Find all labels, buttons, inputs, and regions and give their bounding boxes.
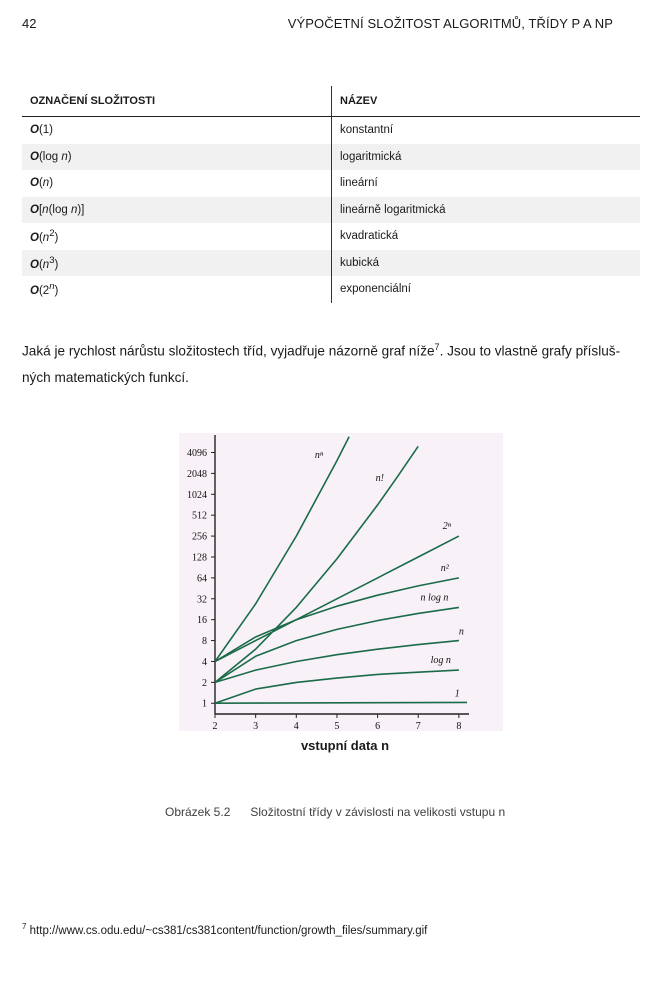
- x-tick-label: 3: [253, 721, 259, 731]
- notation-cell: O(2$^n$): [22, 276, 332, 303]
- column-header-name: NÁZEV: [332, 86, 641, 117]
- x-tick-label: 8: [456, 721, 462, 731]
- series-line-n²: [215, 578, 459, 662]
- name-cell: lineární: [340, 177, 378, 190]
- series-line-1: [215, 702, 467, 703]
- y-tick-label: 1024: [187, 489, 207, 501]
- figure-caption: [165, 805, 505, 819]
- table-row: [22, 276, 640, 303]
- notation-cell: O(log n): [22, 144, 332, 171]
- page-number: 42: [22, 16, 37, 31]
- table-row: [22, 197, 640, 224]
- x-tick-label: 6: [375, 721, 381, 731]
- name-cell: lineárně logaritmická: [332, 197, 641, 224]
- series-line-n: [215, 641, 459, 683]
- name-cell: logaritmická: [332, 144, 641, 171]
- y-tick-label: 2: [202, 677, 207, 689]
- paragraph-text: Jaká je rychlost nárůstu složitostech tříd, vyjadřuje názorně graf níže: [22, 343, 435, 359]
- notation-cell: O[n(log n)]: [22, 197, 332, 224]
- name-cell: kubická: [332, 250, 641, 277]
- column-header-notation: OZNAČENÍ SLOŽITOSTI: [22, 86, 332, 117]
- series-label: n²: [440, 562, 449, 574]
- y-tick-label: 8: [202, 636, 207, 648]
- table-header-row: [22, 86, 640, 117]
- y-tick-label: 128: [192, 552, 207, 564]
- body-paragraph: [22, 334, 642, 391]
- table-row: [22, 170, 640, 197]
- series-line-log-n: [215, 670, 459, 703]
- y-tick-label: 512: [192, 510, 207, 522]
- growth-chart-svg: [179, 433, 503, 731]
- complexity-table: [22, 86, 640, 303]
- series-label: 1: [454, 688, 460, 700]
- footnote: [22, 922, 427, 937]
- growth-chart: [179, 433, 503, 731]
- x-tick-label: 5: [334, 721, 340, 731]
- name-cell: konstantní: [340, 124, 394, 137]
- notation-cell: O(1): [22, 117, 332, 144]
- paragraph-text-continued: . Jsou to vlastně grafy přísluš-ných matematických funkcí.: [22, 343, 621, 385]
- name-cell: kvadratická: [340, 230, 399, 243]
- series-label: log n: [430, 655, 451, 667]
- x-tick-label: 7: [415, 721, 421, 731]
- footnote-url[interactable]: http://www.cs.odu.edu/~cs381/cs381content/function/growth_files/summary.gif: [29, 924, 428, 937]
- series-label: 2ⁿ: [442, 521, 451, 533]
- notation-cell: $O(n^2)$: [22, 223, 332, 250]
- table-row: [22, 250, 640, 277]
- series-line-n!: [215, 446, 418, 682]
- series-label: n!: [375, 472, 385, 484]
- footnote-reference[interactable]: 7: [434, 342, 440, 352]
- y-tick-label: 2048: [187, 468, 207, 480]
- y-tick-label: 4: [202, 656, 207, 668]
- running-head: VÝPOČETNÍ SLOŽITOST ALGORITMŮ, TŘÍDY P A NP: [287, 16, 613, 31]
- name-cell: exponenciální: [340, 283, 411, 296]
- x-axis-label: vstupní data n: [300, 738, 390, 753]
- y-tick-label: 1: [202, 698, 207, 710]
- y-tick-label: 32: [197, 594, 207, 606]
- caption-number: Obrázek 5.2: [165, 805, 231, 819]
- x-tick-label: 2: [212, 721, 218, 731]
- table-row: [22, 223, 640, 250]
- y-tick-label: 16: [197, 615, 207, 627]
- series-label: nⁿ: [314, 450, 324, 462]
- notation-cell: O(n): [22, 170, 332, 197]
- footnote-number: 7: [22, 922, 27, 931]
- series-label: n log n: [420, 592, 449, 604]
- y-tick-label: 4096: [187, 448, 207, 460]
- table-row: [22, 144, 640, 171]
- series-label: n: [458, 626, 464, 638]
- table-row: [22, 117, 640, 144]
- x-tick-label: 4: [293, 721, 299, 731]
- y-tick-label: 64: [197, 573, 207, 585]
- caption-text: Složitostní třídy v závislosti na velikosti vstupu n: [250, 805, 506, 819]
- notation-cell: $O(n^3)$: [22, 250, 332, 277]
- y-tick-label: 256: [192, 531, 207, 543]
